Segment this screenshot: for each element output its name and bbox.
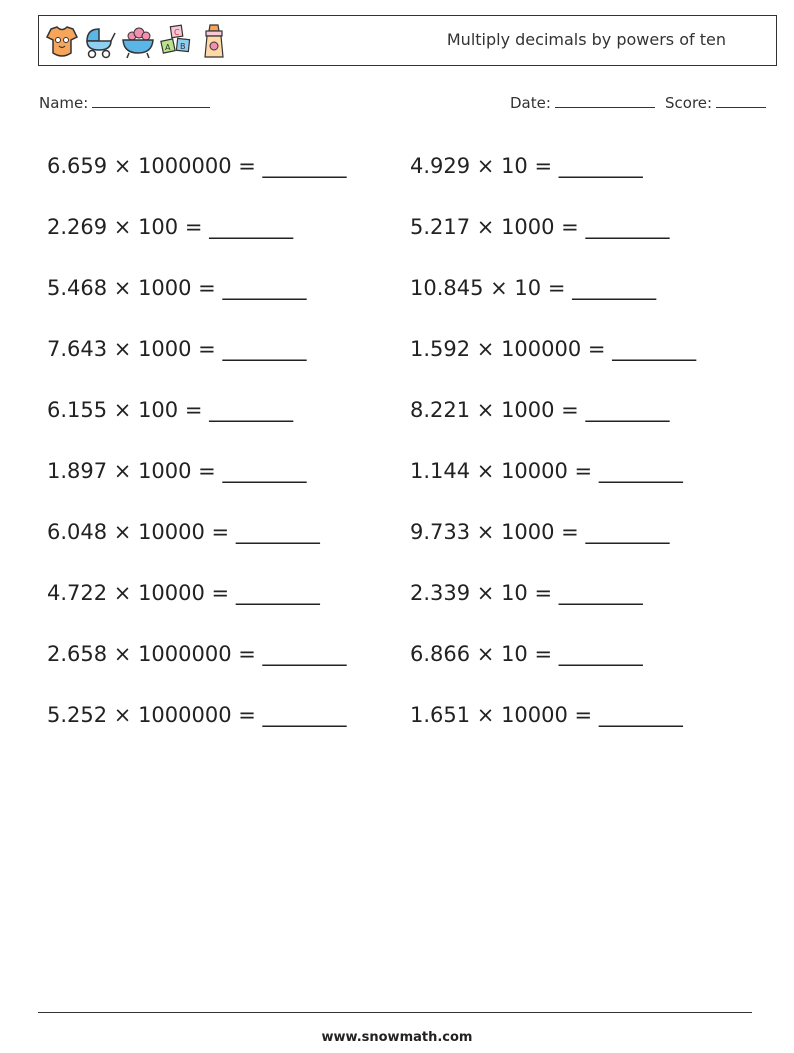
problem-row — [47, 391, 767, 452]
baby-bottle-icon — [197, 23, 231, 61]
problem-grid — [47, 147, 767, 757]
worksheet-title: Multiply decimals by powers of ten — [446, 30, 726, 49]
problem-item: 6.659 × 1000000 = ________ — [47, 154, 347, 178]
baby-stroller-icon — [83, 23, 117, 61]
date-label: Date: — [510, 94, 551, 112]
problem-item: 1.144 × 10000 = ________ — [410, 459, 683, 483]
problem-item: 2.658 × 1000000 = ________ — [47, 642, 347, 666]
problem-row — [47, 147, 767, 208]
problem-item: 6.048 × 10000 = ________ — [47, 520, 320, 544]
score-blank — [716, 93, 766, 108]
baby-bathtub-icon — [121, 23, 155, 61]
footer-site: www.snowmath.com — [321, 1030, 473, 1045]
date-blank — [555, 93, 655, 108]
problem-row — [47, 330, 767, 391]
problem-item: 5.252 × 1000000 = ________ — [47, 703, 347, 727]
problem-item: 2.339 × 10 = ________ — [410, 581, 643, 605]
svg-text:B: B — [180, 42, 186, 51]
problem-row — [47, 513, 767, 574]
header-icons — [45, 21, 231, 63]
problem-row — [47, 269, 767, 330]
footer-divider — [38, 1012, 752, 1013]
problem-item: 2.269 × 100 = ________ — [47, 215, 294, 239]
problem-row — [47, 574, 767, 635]
problem-item: 1.897 × 1000 = ________ — [47, 459, 307, 483]
name-field — [39, 93, 210, 112]
problem-item: 8.221 × 1000 = ________ — [410, 398, 670, 422]
name-label: Name: — [39, 94, 89, 112]
baby-onesie-icon — [45, 23, 79, 61]
svg-text:C: C — [174, 28, 180, 37]
svg-text:A: A — [165, 43, 171, 52]
problem-item: 10.845 × 10 = ________ — [410, 276, 657, 300]
problem-item: 5.468 × 1000 = ________ — [47, 276, 307, 300]
problem-row — [47, 208, 767, 269]
worksheet-header — [38, 15, 777, 66]
abc-blocks-icon — [159, 23, 193, 61]
name-blank — [92, 93, 210, 108]
problem-row — [47, 696, 767, 757]
problem-item: 4.722 × 10000 = ________ — [47, 581, 320, 605]
problem-item: 6.155 × 100 = ________ — [47, 398, 294, 422]
problem-item: 5.217 × 1000 = ________ — [410, 215, 670, 239]
date-field — [510, 93, 655, 112]
problem-item: 6.866 × 10 = ________ — [410, 642, 643, 666]
problem-item: 7.643 × 1000 = ________ — [47, 337, 307, 361]
problem-item: 1.592 × 100000 = ________ — [410, 337, 697, 361]
problem-item: 1.651 × 10000 = ________ — [410, 703, 683, 727]
problem-item: 4.929 × 10 = ________ — [410, 154, 643, 178]
problem-item: 9.733 × 1000 = ________ — [410, 520, 670, 544]
problem-row — [47, 452, 767, 513]
score-field — [665, 93, 766, 112]
problem-row — [47, 635, 767, 696]
score-label: Score: — [665, 94, 713, 112]
